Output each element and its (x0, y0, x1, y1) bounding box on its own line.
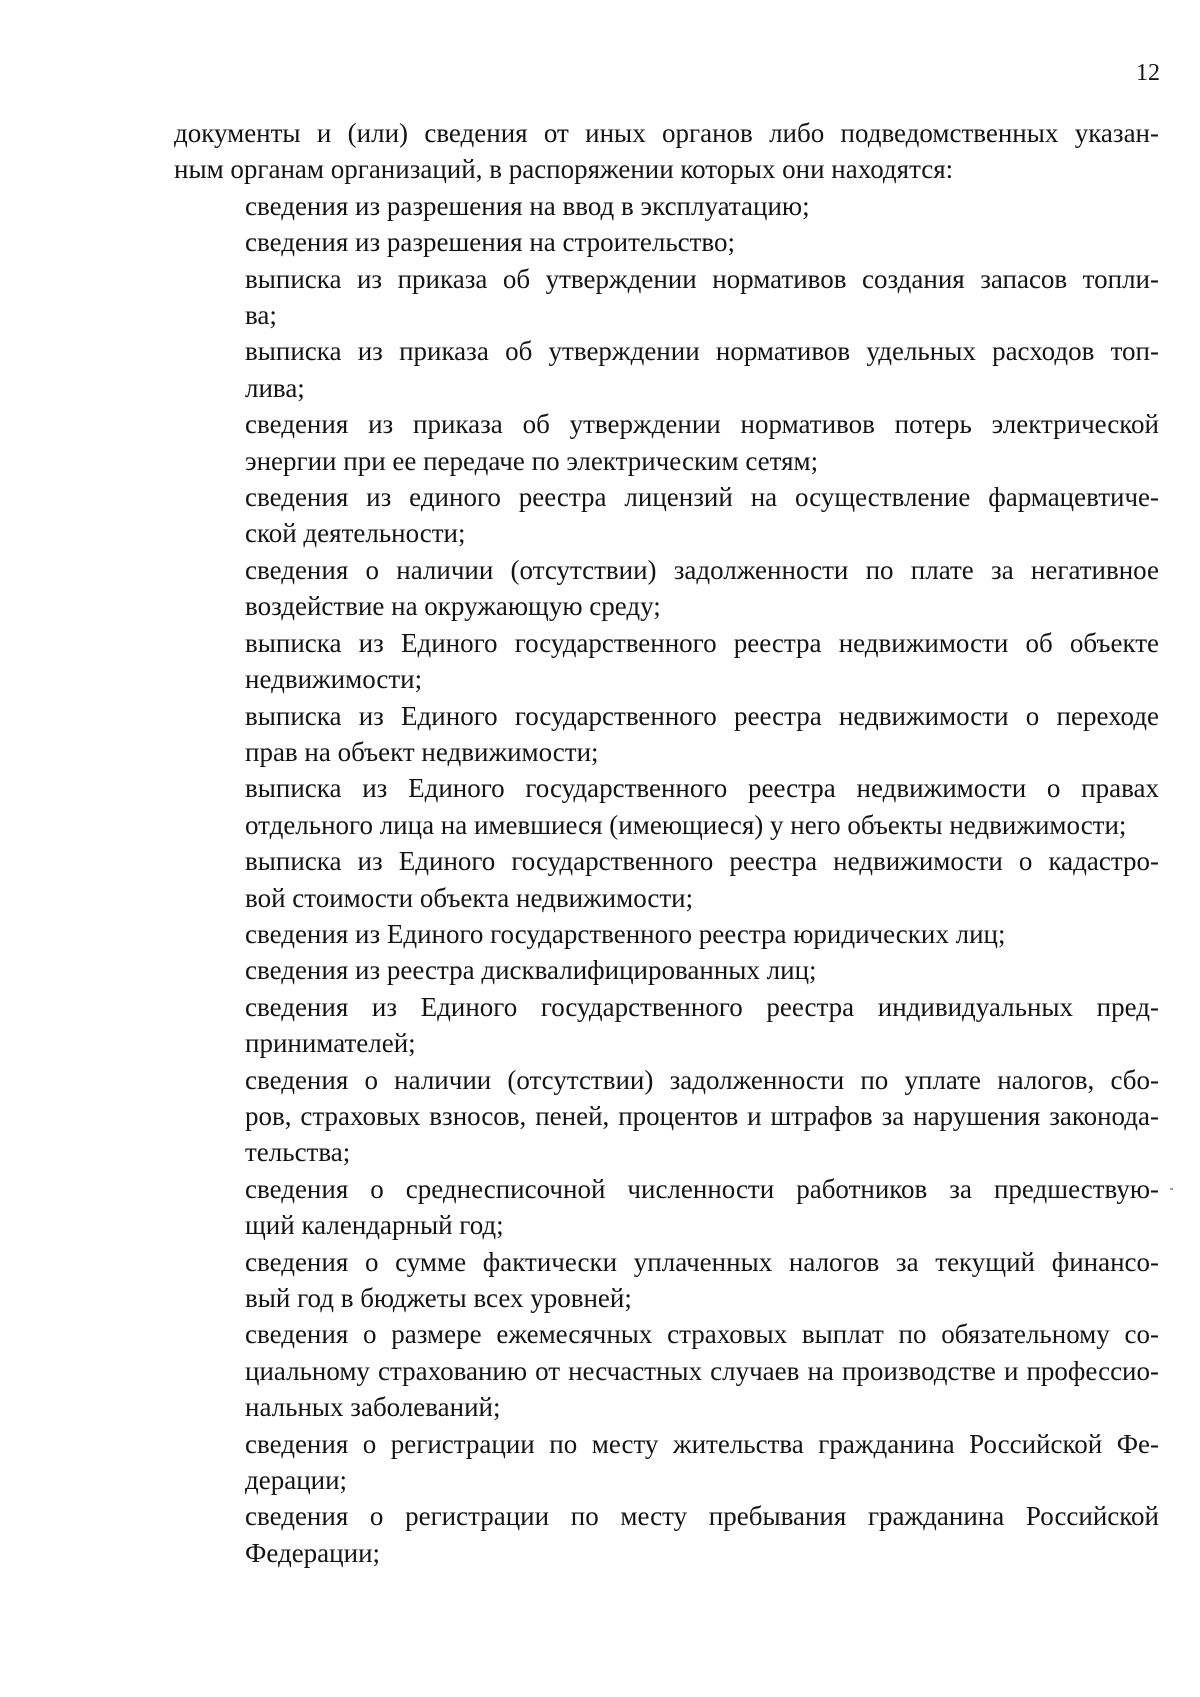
paragraph-line: ва; (245, 300, 277, 331)
paragraph-line: сведения из Единого государственного реестра юридических лиц; (245, 918, 1006, 949)
paragraph-line: сведения о среднесписочной численности работников за предшествую- (245, 1173, 1159, 1204)
paragraph-line: выписка из Единого государственного реестра недвижимости о правах (245, 773, 1159, 804)
document-body (174, 115, 1159, 1571)
paragraph-line: сведения о наличии (отсутствии) задолженности по уплате налогов, сбо- (245, 1064, 1159, 1095)
paragraph-line: сведения о регистрации по месту пребывания гражданина Российской (245, 1501, 1159, 1532)
paragraph-line: энергии при ее передаче по электрическим сетям; (245, 445, 819, 476)
paragraph (174, 1171, 1159, 1244)
paragraph-line: нальных заболеваний; (245, 1392, 501, 1423)
paragraph-line: принимателей; (245, 1028, 416, 1059)
paragraph-line: дерации; (245, 1465, 348, 1496)
paragraph-line: лива; (245, 372, 305, 403)
paragraph-line: ным органам организаций, в распоряжении которых они находятся: (174, 154, 954, 185)
paragraph (174, 698, 1159, 771)
paragraph-line: вой стоимости объекта недвижимости; (245, 882, 694, 913)
paragraph (174, 1426, 1159, 1499)
paragraph (174, 479, 1159, 552)
paragraph (174, 333, 1159, 406)
paragraph-line: прав на объект недвижимости; (245, 736, 599, 767)
paragraph (174, 989, 1159, 1062)
paragraph-line: сведения о наличии (отсутствии) задолженности по плате за негативное (245, 554, 1159, 585)
paragraph-line: ской деятельности; (245, 518, 466, 549)
paragraph (174, 952, 1159, 988)
paragraph-line: сведения из приказа об утверждении нормативов потерь электрической (245, 409, 1159, 440)
paragraph-line: недвижимости; (245, 664, 423, 695)
paragraph-line: выписка из приказа об утверждении нормативов удельных расходов топ- (245, 336, 1159, 367)
paragraph (174, 1244, 1159, 1317)
paragraph (174, 1316, 1159, 1425)
paragraph-line: документы и (или) сведения от иных органов либо подведомственных указан- (174, 118, 1159, 148)
paragraph-line: сведения из разрешения на строительство; (245, 227, 735, 258)
paragraph-line: воздействие на окружающую среду; (245, 591, 661, 622)
paragraph (174, 115, 1159, 188)
paragraph-line: сведения из реестра дисквалифицированных лиц; (245, 955, 817, 986)
page-number: 12 (1136, 60, 1160, 86)
paragraph-line: выписка из Единого государственного реестра недвижимости об объекте (245, 627, 1159, 658)
paragraph-line: ров, страховых взносов, пеней, процентов и штрафов за нарушения законода- (245, 1100, 1159, 1131)
paragraph-line: сведения из единого реестра лицензий на осуществление фармацевтиче- (245, 482, 1159, 513)
paragraph (174, 843, 1159, 916)
paragraph (174, 1062, 1159, 1171)
scan-speck (1170, 1188, 1173, 1190)
paragraph-line: отдельного лица на имевшиеся (имеющиеся) у него объекты недвижимости; (245, 809, 1127, 840)
paragraph-line: сведения из разрешения на ввод в эксплуатацию; (245, 190, 810, 221)
paragraph-line: выписка из приказа об утверждении нормативов создания запасов топли- (245, 263, 1159, 294)
paragraph-line: щий календарный год; (245, 1210, 504, 1241)
paragraph-line: сведения о сумме фактически уплаченных налогов за текущий финансо- (245, 1246, 1159, 1277)
paragraph (174, 224, 1159, 260)
paragraph-line: сведения о размере ежемесячных страховых выплат по обязательному со- (245, 1319, 1159, 1350)
paragraph-line: тельства; (245, 1137, 351, 1168)
paragraph (174, 916, 1159, 952)
paragraph-line: Федерации; (245, 1537, 381, 1568)
paragraph (174, 625, 1159, 698)
paragraph-line: сведения из Единого государственного реестра индивидуальных пред- (245, 991, 1159, 1022)
paragraph (174, 261, 1159, 334)
paragraph-line: выписка из Единого государственного реестра недвижимости о кадастро- (245, 846, 1159, 877)
paragraph-line: сведения о регистрации по месту жительства гражданина Российской Фе- (245, 1428, 1159, 1459)
paragraph-line: циальному страхованию от несчастных случаев на производстве и профессио- (245, 1355, 1159, 1386)
paragraph (174, 188, 1159, 224)
paragraph-line: вый год в бюджеты всех уровней; (245, 1283, 632, 1313)
paragraph-line: выписка из Единого государственного реестра недвижимости о переходе (245, 700, 1159, 731)
paragraph (174, 1498, 1159, 1571)
paragraph (174, 770, 1159, 843)
paragraph (174, 406, 1159, 479)
paragraph (174, 552, 1159, 625)
